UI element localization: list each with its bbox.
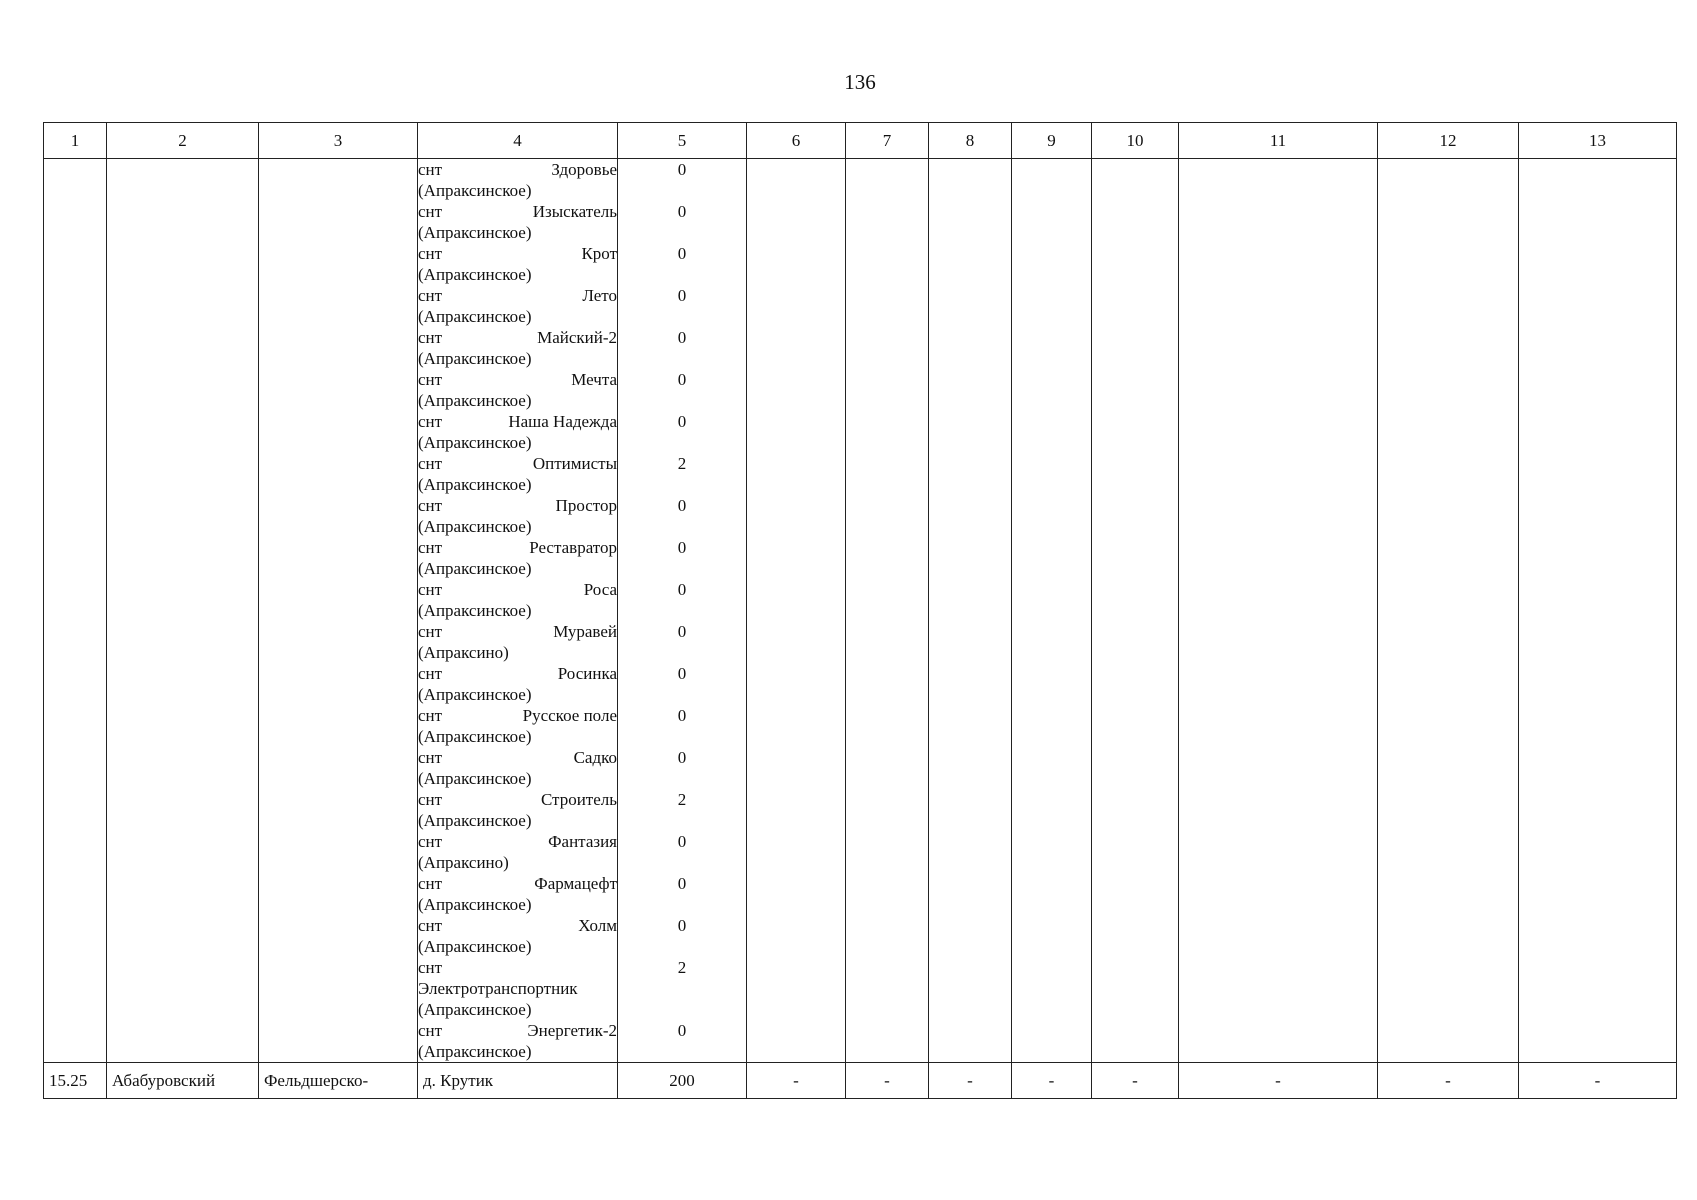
settlement-value: 0 [677, 538, 687, 557]
settlement-type: снт [418, 328, 443, 347]
settlement-title: Реставратор [529, 538, 617, 557]
row-cell: - [929, 1063, 1012, 1099]
data-table [43, 122, 1677, 1099]
settlement-locality: (Апраксинское) [418, 475, 532, 494]
settlement-title: Оптимисты [532, 454, 617, 473]
settlement-title: Крот [581, 244, 617, 263]
settlement-name [418, 369, 617, 411]
settlement-locality: (Апраксинское) [418, 601, 532, 620]
settlement-value: 0 [677, 706, 687, 725]
row-population: 200 [618, 1063, 747, 1099]
settlement-locality: (Апраксинское) [418, 559, 532, 578]
cell-empty [747, 159, 846, 1063]
settlement-name [418, 915, 617, 957]
settlement-title: Мечта [571, 370, 617, 389]
settlement-locality: (Апраксинское) [418, 265, 532, 284]
settlement-title: Роса [583, 580, 617, 599]
settlement-value: 0 [677, 748, 687, 767]
row-cell: - [1179, 1063, 1378, 1099]
header-cell: 6 [747, 123, 846, 159]
settlement-title: Холм [578, 916, 617, 935]
settlement-name [418, 411, 617, 453]
settlement-title: Здоровье [551, 160, 617, 179]
settlement-locality: (Апраксино) [418, 643, 509, 662]
settlement-locality: (Апраксинское) [418, 391, 532, 410]
row-settlement: д. Крутик [418, 1063, 618, 1099]
settlement-value: 0 [677, 832, 687, 851]
settlement-value: 2 [677, 958, 687, 977]
settlement-name [418, 705, 617, 747]
settlement-name [418, 789, 617, 831]
settlement-value: 0 [677, 370, 687, 389]
settlement-name [418, 453, 617, 495]
settlement-name [418, 1020, 617, 1062]
settlement-title: Изыскатель [532, 202, 617, 221]
cell-empty [1179, 159, 1378, 1063]
settlement-value: 0 [677, 202, 687, 221]
cell-empty [1012, 159, 1092, 1063]
settlement-value: 0 [677, 160, 687, 179]
settlement-type: снт [418, 706, 443, 725]
settlement-name [418, 495, 617, 537]
settlement-type: снт [418, 790, 443, 809]
settlement-type: снт [418, 538, 443, 557]
settlement-name [418, 873, 617, 915]
settlement-type: снт [418, 958, 443, 977]
settlement-title: Наша Надежда [508, 412, 617, 431]
settlement-type: снт [418, 160, 443, 179]
header-cell: 4 [418, 123, 618, 159]
cell-empty [1092, 159, 1179, 1063]
settlement-name [418, 201, 617, 243]
settlement-locality: (Апраксинское) [418, 1042, 532, 1061]
settlement-value: 2 [677, 454, 687, 473]
header-cell: 3 [259, 123, 418, 159]
page-number: 136 [844, 70, 876, 94]
settlement-name [418, 747, 617, 789]
cell-empty [929, 159, 1012, 1063]
settlement-locality: (Апраксинское) [418, 895, 532, 914]
settlement-name [418, 243, 617, 285]
settlement-name [418, 327, 617, 369]
cell-empty [107, 159, 259, 1063]
settlement-name [418, 537, 617, 579]
row-cell: - [1012, 1063, 1092, 1099]
settlement-locality: (Апраксинское) [418, 727, 532, 746]
settlement-title: Строитель [540, 790, 617, 809]
settlement-locality: (Апраксинское) [418, 307, 532, 326]
settlement-type: снт [418, 496, 443, 515]
row-number: 15.25 [44, 1063, 107, 1099]
table-row-15-25 [44, 1063, 1677, 1099]
settlement-title: Майский-2 [537, 328, 617, 347]
header-cell: 1 [44, 123, 107, 159]
row-facility: Фельдшерско- [259, 1063, 418, 1099]
settlement-values-cell [618, 159, 747, 1063]
settlement-type: снт [418, 370, 443, 389]
settlement-value: 2 [677, 790, 687, 809]
settlement-locality: (Апраксинское) [418, 1000, 532, 1019]
settlement-locality: (Апраксино) [418, 853, 509, 872]
settlement-value: 0 [677, 1021, 687, 1040]
settlement-value: 0 [677, 664, 687, 683]
settlement-type: снт [418, 916, 443, 935]
settlement-value: 0 [677, 328, 687, 347]
settlement-value: 0 [677, 622, 687, 641]
cell-empty [259, 159, 418, 1063]
settlement-type: снт [418, 202, 443, 221]
header-cell: 8 [929, 123, 1012, 159]
row-cell: - [747, 1063, 846, 1099]
settlement-locality: (Апраксинское) [418, 181, 532, 200]
settlement-locality: (Апраксинское) [418, 349, 532, 368]
settlement-value: 0 [677, 244, 687, 263]
header-cell: 11 [1179, 123, 1378, 159]
settlement-names-cell [418, 159, 618, 1063]
settlement-name [418, 621, 617, 663]
settlement-type: снт [418, 664, 443, 683]
settlement-title: Простор [555, 496, 617, 515]
settlement-title: Фармацефт [534, 874, 617, 893]
settlement-value: 0 [677, 496, 687, 515]
settlement-type: снт [418, 412, 443, 431]
settlement-title: Муравей [553, 622, 617, 641]
settlement-locality: (Апраксинское) [418, 937, 532, 956]
settlement-value: 0 [677, 286, 687, 305]
settlement-locality: (Апраксинское) [418, 433, 532, 452]
settlement-name [418, 579, 617, 621]
settlement-value: 0 [677, 874, 687, 893]
settlement-title: Энергетик-2 [527, 1021, 617, 1040]
settlement-name [418, 831, 617, 873]
settlement-locality: (Апраксинское) [418, 685, 532, 704]
settlement-value: 0 [677, 916, 687, 935]
header-cell: 2 [107, 123, 259, 159]
cell-empty [1378, 159, 1519, 1063]
table-row-settlements [44, 159, 1677, 1063]
settlement-type: снт [418, 244, 443, 263]
settlement-locality: (Апраксинское) [418, 769, 532, 788]
cell-empty [44, 159, 107, 1063]
settlement-title: Фантазия [548, 832, 617, 851]
settlement-title: Лето [582, 286, 617, 305]
settlement-type: снт [418, 874, 443, 893]
settlement-title: Электротранспортник [418, 979, 578, 998]
settlement-title: Росинка [557, 664, 617, 683]
settlement-name [418, 159, 617, 201]
settlement-locality: (Апраксинское) [418, 517, 532, 536]
header-cell: 10 [1092, 123, 1179, 159]
row-cell: - [1519, 1063, 1677, 1099]
row-cell: - [1092, 1063, 1179, 1099]
settlement-name [418, 957, 617, 1020]
header-cell: 9 [1012, 123, 1092, 159]
settlement-name [418, 285, 617, 327]
settlement-type: снт [418, 454, 443, 473]
cell-empty [846, 159, 929, 1063]
header-cell: 7 [846, 123, 929, 159]
settlement-type: снт [418, 1021, 443, 1040]
settlement-value: 0 [677, 580, 687, 599]
settlement-name [418, 663, 617, 705]
header-cell: 12 [1378, 123, 1519, 159]
settlement-type: снт [418, 286, 443, 305]
row-cell: - [846, 1063, 929, 1099]
header-cell: 5 [618, 123, 747, 159]
settlement-title: Русское поле [522, 706, 617, 725]
settlement-locality: (Апраксинское) [418, 223, 532, 242]
settlement-type: снт [418, 622, 443, 641]
settlement-title: Садко [573, 748, 617, 767]
settlement-value: 0 [677, 412, 687, 431]
settlement-type: снт [418, 748, 443, 767]
header-cell: 13 [1519, 123, 1677, 159]
settlement-locality: (Апраксинское) [418, 811, 532, 830]
header-row [44, 123, 1677, 159]
cell-empty [1519, 159, 1677, 1063]
row-cell: - [1378, 1063, 1519, 1099]
settlement-type: снт [418, 832, 443, 851]
settlement-type: снт [418, 580, 443, 599]
row-district: Абабуровский [107, 1063, 259, 1099]
